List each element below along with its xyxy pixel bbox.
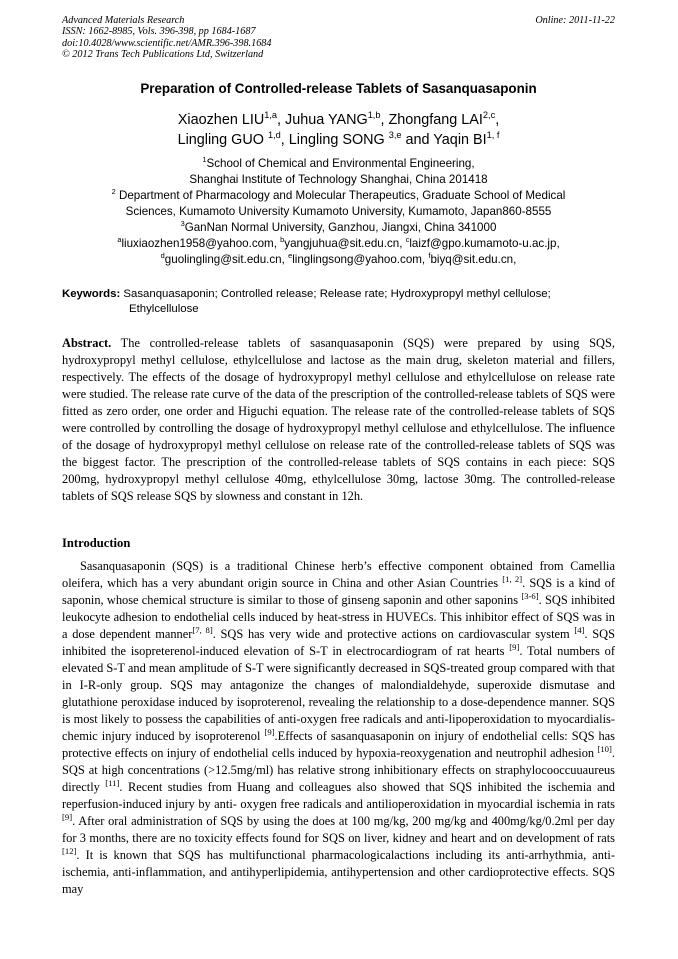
citation: [1, 2] — [502, 573, 523, 584]
author-lai: , Zhongfang LAI — [380, 112, 483, 128]
email-bi: biyq@sit.edu.cn, — [430, 253, 517, 266]
citation: [4] — [574, 624, 585, 635]
author-yang: , Juhua YANG — [277, 112, 368, 128]
keywords-line-1: Sasanquasaponin; Controlled release; Release rate; Hydroxypropyl methyl cellulose; — [120, 288, 551, 300]
author-bi: and Yaqin BI — [401, 132, 487, 148]
abstract-label: Abstract. — [62, 336, 112, 350]
email-song: linglingsong@yahoo.com, — [292, 253, 429, 266]
paper-title: Preparation of Controlled-release Tablets of Sasanquasaponin — [140, 81, 537, 96]
author-liu: Xiaozhen LIU — [177, 112, 265, 128]
keywords-label: Keywords: — [62, 288, 121, 300]
doi-line: doi:10.4028/www.scientific.net/AMR.396-398.1684 — [62, 37, 272, 49]
citation: [9] — [509, 641, 520, 652]
email-guo: guolingling@sit.edu.cn, — [164, 253, 289, 266]
citation: [9] — [264, 726, 275, 737]
journal-header — [62, 15, 615, 61]
email-yang: yangjuhua@sit.edu.cn, — [284, 237, 406, 250]
keywords-line-2: Ethylcellulose — [129, 302, 199, 315]
email-liu: liuxiaozhen1958@yahoo.com, — [121, 237, 281, 250]
introduction-body: Sasanquasaponin (SQS) is a traditional Chinese herb’s effective component obtained from Camellia oleifera, which has a very abundant origin source in China and other Asian Countries [1, 2]. SQS is a kind of saponin, whose chemical structure is similar to those of ginseng saponin and other saponins [3-6]. SQS inhibited leukocyte adhesion to endothelial cells induced by heat-stress in HUVECs. This inhibitor effect of SQS was in a dose dependent manner[7, 8]. SQS has very wide and protective actions on cardiovascular system [4]. SQS inhibited the isopreterenol-induced elevation of S-T in electrocardiogram of rat hearts [9]. Total numbers of elevated S-T and mean amplitude of S-T were significantly decreased in SQS-treated group compared with that in I-R-only group. SQS may antagonize the changes of malondialdehyde, superoxide dismutase and glutathione peroxidase induced by isoproterenol, revealing the relationship to a dose-dependence manner. SQS is most likely to possess the capabilities of anti-oxygen free radicals and anti-lipoperoxidation to myocardialis-chemic injury induced by isoproterenol [9].Effects of sasanquasaponin on injury of endothelial cells: SQS has protective effects on injury of endothelial cells induced by hypoxia-reoxygenation and neutrophil adhesion [10]. SQS at high concentrations (>12.5mg/ml) has relative strong inhibitionary effects on straphylocooccuuaureus directly [11]. Recent studies from Huang and colleagues also showed that SQS inhibited the ischemia and reperfusion-induced injury by anti- oxygen free radicals and antilioperoxidation in myocardial ischemia in rats [9]. After oral administration of SQS by using the does at 100 mg/kg, 200 mg/kg and 400mg/kg/0.2ml per day for 3 months, there are no toxicity effects found for SQS on liver, kidney and heart and on development of rats [12]. It is known that SQS has multifunctional pharmacologicalactions including its anti-arrhythmia, anti-ischemia, anti-inflammation, and antihyperlipidemia, antihypertension and other cardioprotective effects. SQS may — [62, 559, 616, 896]
affiliation-2: $^2$ Department of Pharmacology and Molecular Therapeutics, Graduate School of Medical — [111, 187, 566, 202]
introduction-heading: Introduction — [62, 536, 131, 550]
author-line-1: Xiaozhen LIU$^{1,a}$, Juhua YANG$^{1,b}$, Zhongfang LAI$^{2,c}$, — [177, 110, 500, 128]
issn-line: ISSN: 1662-8985, Vols. 396-398, pp 1684-1687 — [62, 26, 256, 38]
author-guo: Lingling GUO — [177, 132, 268, 148]
keywords — [62, 287, 615, 316]
abstract — [62, 335, 615, 505]
abstract-text: The controlled-release tablets of sasanquasaponin (SQS) were prepared by using SQS, hydroxypropyl methyl cellulose, ethylcellulose and lactose as the main drug, skeleton material and fillers, respectively. The effects of the dosage of hydroxypropyl methyl cellulose and ethylcellulose on release rate were studied. The release rate curve of the data of the prescription of the controlled-release tablets of SQS were fitted as zero order, one order and Higuchi equation. The release rate of the controlled-release tablets of SQS were controlled by controlling the dosage of hydroxypropyl methyl cellulose and ethylcellulose. The influence of the dosage of hydroxypropyl methyl cellulose on release rate of the controlled-release tablets of SQS was the biggest factor. The prescription of the controlled-release tablets of SQS contains in each piece: SQS 200mg, hydroxypropyl methyl cellulose 40mg, ethylcellulose 30mg, lactose 30mg. The controlled-release tablets of SQS release SQS by slowness and constant in 12h. — [62, 336, 615, 503]
citation: [10] — [597, 743, 612, 754]
affiliations: $^1$School of Chemical and Environmental Engineering, Shanghai Institute of Technology Shanghai, China 201418 $^2$ Department of Pharmacology and Molecular Therapeutics, Graduate School of Medical Sciences, Kumamoto University Kumamoto University, Kumamoto, Japan860-8555 $^3$GanNan Normal University, Ganzhou, Jiangxi, China 341000 — [62, 156, 615, 236]
citation: [9] — [62, 811, 73, 822]
citation: [12] — [62, 845, 77, 856]
copyright-line: © 2012 Trans Tech Publications Ltd, Switzerland — [62, 49, 264, 61]
online-date: Online: 2011-11-22 — [535, 15, 615, 26]
citation: [3-6] — [521, 590, 539, 601]
author-list — [62, 110, 615, 150]
email-lai: laizf@gpo.kumamoto-u.ac.jp, — [409, 237, 560, 250]
affiliation-1: $^1$School of Chemical and Environmental Engineering, — [202, 155, 475, 170]
journal-name: Advanced Materials Research — [62, 15, 185, 26]
author-song: , Lingling SONG — [280, 132, 389, 148]
author-line-2: Lingling GUO $^{1,d}$, Lingling SONG $^{3,e}$ and Yaqin BI$^{1, f}$ — [177, 130, 500, 148]
author-emails: $^a$liuxiaozhen1958@yahoo.com, $^b$yangjuhua@sit.edu.cn, $^c$laizf@gpo.kumamoto-u.ac.jp, $^d$guolingling@sit.edu.cn, $^e$linglingsong@yahoo.com, $^f$biyq@sit.edu.cn, — [117, 235, 560, 266]
citation: [11] — [105, 777, 120, 788]
affiliation-3: $^3$GanNan Normal University, Ganzhou, Jiangxi, China 341000 — [180, 219, 497, 234]
citation: [7, 8] — [192, 624, 213, 635]
